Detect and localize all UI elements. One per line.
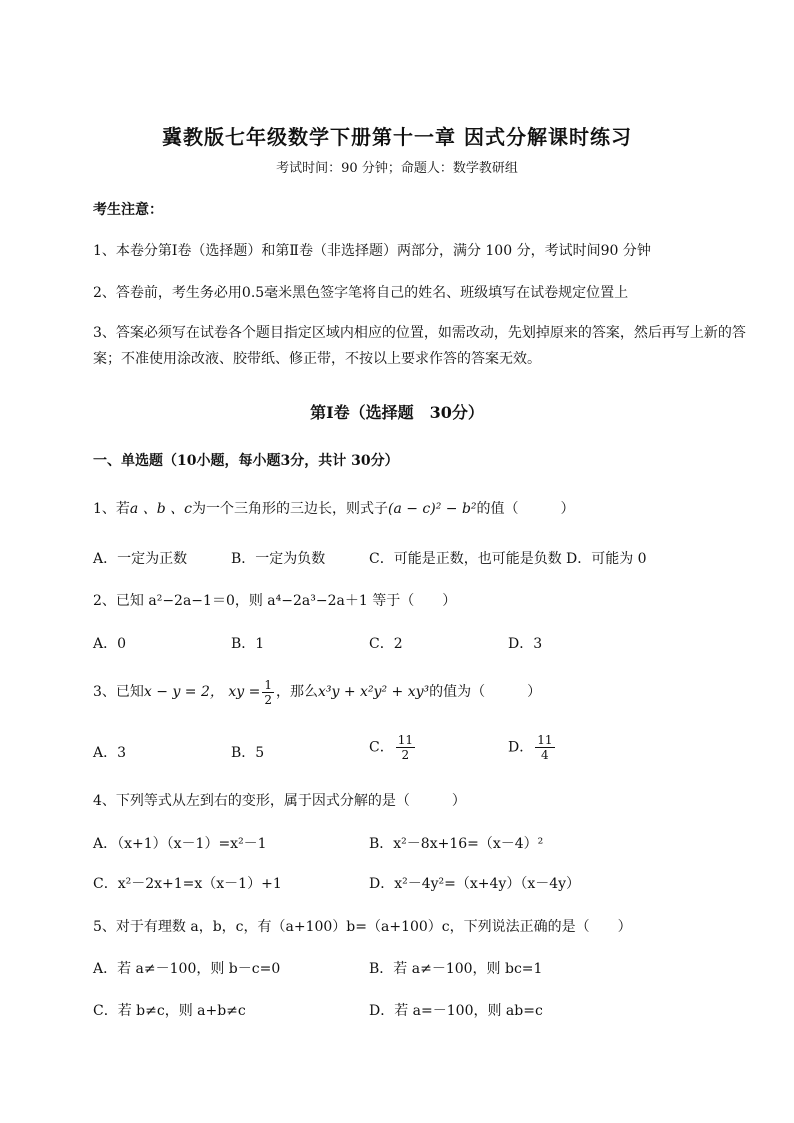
- q1-prefix: 1、若: [93, 501, 130, 517]
- exam-info: 考试时间：90 分钟；命题人：数学教研组: [276, 161, 518, 176]
- q3-option-b: B．5: [231, 745, 265, 761]
- q3-option-d: D． $\frac{11}{4}$: [508, 733, 553, 762]
- q3-expression: x³y + x²y² + xy³: [318, 684, 430, 700]
- q4-option-a: A．（x+1）（x－1）=x²－1: [93, 836, 267, 852]
- q2-option-b: B．1: [231, 636, 265, 652]
- question-5-stem: 5、对于有理数 a，b，c，有（a+100）b=（a+100）c，下列说法正确的是（ ）: [93, 919, 632, 935]
- q4-option-b: B．x²－8x+16=（x－4）²: [369, 836, 544, 852]
- section-title: 第Ⅰ卷（选择题 30分）: [310, 403, 484, 422]
- notice-heading: 考生注意：: [93, 202, 163, 218]
- q3-option-a: A．3: [93, 745, 127, 761]
- q5-option-c: C．若 b≠c，则 a+b≠c: [93, 1003, 246, 1019]
- q1-option-b: B．一定为负数: [231, 551, 326, 567]
- notice-item-1: 1、本卷分第Ⅰ卷（选择题）和第Ⅱ卷（非选择题）两部分，满分 100 分，考试时间90 分钟: [93, 243, 651, 259]
- q2-option-a: A．0: [93, 636, 127, 652]
- q3-mid: ，那么: [276, 684, 318, 700]
- q3-fraction-half: $\frac{1}{2}$: [264, 677, 272, 707]
- question-1-stem: [93, 498, 575, 520]
- q2-option-d: D．3: [508, 636, 543, 652]
- q3-condition-1: x − y = 2，: [143, 684, 224, 700]
- q3-option-c: C． $\frac{11}{2}$: [369, 733, 413, 762]
- q3-option-d-fraction: $\frac{11}{4}$: [537, 733, 553, 762]
- q3-prefix: 3、已知: [93, 684, 144, 700]
- q2-option-c: C．2: [369, 636, 403, 652]
- q5-option-d: D．若 a=－100，则 ab=c: [369, 1003, 543, 1019]
- q1-suffix: 的值（ ）: [476, 501, 575, 517]
- q1-vars: a 、b 、c: [129, 501, 192, 517]
- notice-item-3: 3、答案必须写在试卷各个题目指定区域内相应的位置，如需改动，先划掉原来的答案，然后再写上新的答案；不准使用涂改液、胶带纸、修正带，不按以上要求作答的答案无效。: [93, 325, 746, 367]
- q3-condition-2: xy =: [228, 684, 261, 700]
- q3-option-c-fraction: $\frac{11}{2}$: [397, 733, 413, 762]
- page-title: 冀教版七年级数学下册第十一章 因式分解课时练习: [162, 125, 632, 149]
- question-3-stem: [93, 675, 541, 709]
- q1-mid: 为一个三角形的三边长，则式子: [191, 501, 388, 517]
- q4-option-c: C．x²－2x+1=x（x－1）+1: [93, 876, 282, 892]
- q4-option-d: D．x²－4y²=（x+4y）（x－4y）: [369, 876, 581, 892]
- q1-option-c: C．可能是正数，也可能是负数: [369, 551, 562, 567]
- q3-suffix: 的值为（ ）: [429, 684, 542, 700]
- q5-option-b: B．若 a≠－100，则 bc=1: [369, 961, 543, 977]
- question-2-stem: 2、已知 a²−2a−1＝0，则 a⁴−2a³−2a＋1 等于（ ）: [93, 593, 457, 609]
- part-heading: 一、单选题（10小题，每小题3分，共计 30分）: [93, 453, 399, 469]
- q5-option-a: A．若 a≠－100，则 b－c=0: [93, 961, 281, 977]
- notice-item-2: 2、答卷前，考生务必用0.5毫米黑色签字笔将自己的姓名、班级填写在试卷规定位置上: [93, 285, 629, 301]
- q1-option-d: D．可能为 0: [566, 551, 647, 567]
- q1-option-a: A．一定为正数: [93, 551, 188, 567]
- question-4-stem: 4、下列等式从左到右的变形，属于因式分解的是（ ）: [93, 793, 466, 809]
- q1-expression: (a − c)² − b²: [387, 501, 477, 517]
